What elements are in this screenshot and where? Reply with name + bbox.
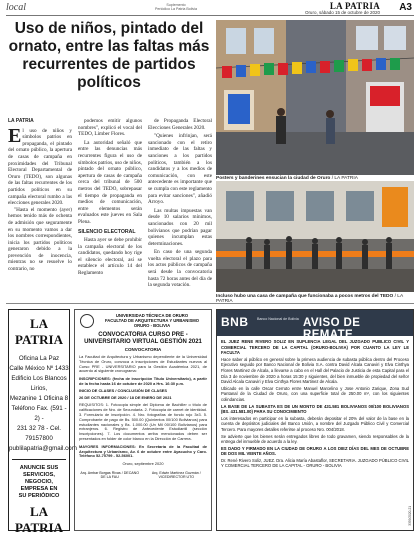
subheading: SILENCIO ELECTORAL	[78, 228, 136, 235]
paragraph: l uso de niños y símbolos patrios en propaganda, el pintado del ornato público, la apertura de casas de campaña en proximidades del Tribunal Electoral Departamental de Oruro (TEDO), son algunas de las faltas recurrentes de los partidos políticos en su campaña electoral rumbo a las elecciones generales 2020.	[8, 127, 72, 207]
university-sign-date: Oruro, septiembre 2020	[122, 461, 164, 467]
newspaper-brand: LA PATRIA	[329, 1, 380, 11]
ad-phone: 231 32 78 - Cel. 79157800	[16, 425, 62, 442]
university-signatures: Arq. Ambar Borgas Rivas / DECANO DE LA FAU Arq. Edwin Martínez Guzmán / VICEDIRECTOR UTO	[80, 470, 201, 480]
university-dates-values: 26 DE OCTUBRE DE 2020 / 18 DE ENERO DE 2021	[79, 394, 172, 400]
ad-building: Edificio Los Blancos Lirios,	[11, 375, 67, 392]
photo-campaign-house	[216, 181, 414, 292]
ad-floor: Mezanine 1 Oficina 8	[9, 395, 69, 402]
page-header	[6, 2, 414, 16]
article-column-3	[148, 118, 212, 298]
paragraph: Ubicado en la calle Oscar Cerruto entre Manuel Marcelino y Jose Antonio Zarique, Zona Sud Pantanal de la Ciudad de Oruro, con una superficie total de 250.00 m², con los siguientes colindancias.	[221, 385, 409, 402]
paragraph: Las multas impuestas van desde 10 salarios mínimos, sancionados con 20 mil bolivianos que podrían pagar quienes incumplan estas determinaciones.	[148, 207, 212, 247]
university-subtitle: CONVOCATORIA	[124, 347, 162, 352]
university-requirements: REQUISITOS: 1. Fotocopia simple del Diploma de Bachiller o título de calificaciones de Nro. de Secundaria. 2. Fotocopia de carnet de identidad. 3. Formulario de inscripción. 4. Nro. fotografías de fondo rojo 3x3. 5. Comprobante de pago de Bs. 500.00 (Quinientos 00/100 Bolivianos) para estudiantes nacionales y Bs. 1.000.00 (Un Mil 00/100 Bolivianos) para extranjeros. 6. Registro de Antecedente Estudiantil (sección Inscripciones). 7. Los documentos arriba mencionados deben ser presentados en folder de color blanco en la Dirección de Carrera.	[79, 402, 207, 441]
paragraph: ES DADO Y FIRMADO EN LA CIUDAD DE ORURO A LOS DIEZ DÍAS DEL MES DE OCTUBRE DE DOS MIL VEINTE AÑOS.	[221, 445, 409, 457]
university-title: CONVOCATORIA CURSO PRE - UNIVERSITARIO VIRTUAL GESTIÓN 2021	[84, 332, 202, 345]
university-header: UNIVERSIDAD TÉCNICA DE ORURO FACULTAD DE ARQUITECTURA Y URBANISMO ORURO - BOLIVIA	[104, 313, 200, 328]
article-column-1	[8, 118, 72, 298]
article-headline: Uso de niños, pintado del ornato, entre las faltas más recurrentes de partidos políticos	[8, 20, 210, 91]
university-dates: INICIO DE CLASES / CONCLUSIÓN DE CLASES	[79, 387, 167, 393]
paragraph: EL JUEZ RENE RIVERO SOLIZ EN SUPLENCIA LEGAL DEL JUZGADO PUBLICO CIVIL Y COMERCIAL TERCERO DE LA CAPITAL (ORURO-BOLIVIA) POR CUANTO LA LEY LE FACULTA	[221, 339, 409, 356]
ad-office: Oficina La Paz	[18, 355, 60, 362]
ad-address: Calle México Nº 1433	[9, 365, 69, 372]
paragraph: Hace saber al público en general sobre la primera audiencia de subasta pública dentro del Proceso Ejecutivo seguido por Banco Nacional de Bolivia S.A. contra David Alcala Canaviri y Elva Cinthya Flores Martinez de Alcala, a llevarse a cabo en el Hall del Palacio de Justicia de esta Capital para el Día 3 de noviembre de 2020 a horas 15:30 y siguientes, del bien inmueble de propiedad del señor David Alcala Canaviri y Elva Cinthya Flores Martinez de Alcala.	[221, 356, 409, 385]
photo-caption-1: Posters y banderines ensucian la ciudad de Oruro / LA PATRIA	[216, 176, 358, 181]
bnb-logo-subtitle: Banco Nacional de Bolivia	[257, 317, 299, 321]
university-seal-icon	[80, 314, 94, 328]
section-tag: local	[6, 2, 26, 13]
header-supplement: Suplemento Periódico La Patria Bolivia	[155, 3, 197, 12]
bnb-side-code: 3359/2020-21	[408, 506, 412, 526]
paragraph: LA BASE DE LA SUBASTA ES DE UN MONTO DE 431.581 BOLIVIANOS 00/100 BOLIVIANOS (BS. 431.581.00) PARA SU CONOCIMIENTO	[221, 403, 409, 415]
ad-bottom-logo: LA PATRIA	[15, 504, 63, 534]
article-column-2	[78, 118, 142, 298]
ad-divider	[12, 459, 66, 460]
paragraph: Los interesados en participar en la subasta, deberán depositar el 20% del valor de la base en la cuenta de depósitos judiciales del Banco Unión, a nombre del Juzgado Público Civil y Comercial Tercero. Para mayores detalles referirse al proceso Nro. 004/2018.	[221, 415, 409, 432]
drop-cap: E	[8, 124, 22, 147]
ad-phone-label: Teléfono Fax. (591 - 2) -	[11, 405, 67, 422]
paragraph: La autoridad señaló que entre las denuncias más recurrentes figura el uso de símbolos patrios, uso de niños, pintado del ornato público, apertura de casas de campaña cerca del tribunal de 500 metros del TEDO, sobrepasar el tiempo de propaganda en medios de comunicación, entre elementos serán evaluados este jueves en Sala Plena.	[78, 139, 142, 225]
paragraph: podemos emitir algunos nombres", explicó el vocal del TEDO, Limber Flores.	[78, 118, 142, 138]
header-date: Oruro, sábado 15 de octubre de 2020	[304, 10, 380, 15]
article-body	[8, 118, 212, 298]
ad-email: publilapatria@gmail.com	[9, 445, 77, 452]
page-number: A3	[399, 2, 412, 13]
section-divider	[6, 303, 414, 304]
paragraph: "Quienes infrinjan, será sancionado con el retiro inmediato de las faltas y sanciones a los partidos políticos, también a los candidatos y a los medios de comunicación, con este antecedente es importante que se cumpla con este reglamento para evitar sanciones", añadió Arroyo.	[148, 133, 212, 206]
bnb-auction-notice	[216, 309, 414, 531]
paragraph: Se advierte que los bienes serán entregados libres de todo gravamen, siendo responsables de la entrega del inmueble de acuerdo a la ley.	[221, 433, 409, 445]
photo-caption-2: Incluso hubo una casa de campaña que funcionaba a pocos metros del TEDO / LA PATRIA	[216, 294, 403, 304]
university-info: MAYORES INFORMACIONES: En Secretaría de la Facultad de Arquitectura y Urbanismo, Av. 6 de octubre entre Ayacucho y Caro. Teléfono 52-75799 - 52-56001.	[79, 443, 207, 459]
la-patria-contact-ad: LA PATRIA Oficina La Paz Calle México Nº 1433 Edificio Los Blancos Lirios, Mezanine 1 Oficina 8 Teléfono Fax. (591 - 2) - 231 32 78 - Cel. 79157800 publilapatria@gmail.com ANUNCIE SUS SERVICIOS, NEGOCIO, EMPRESA EN SU PERIÓDICO LA PATRIA	[8, 309, 70, 531]
university-intro: La Facultad de Arquitectura y Urbanismo dependiente de la Universidad Técnica de Oruro, convoca a inscripciones de Estudiantes nuevos al Curso PRE - UNIVERSITARIO para la Gestión Académica 2021, de acuerdo al siguiente cronograma:	[79, 354, 207, 374]
paragraph: Hasta ayer se debe prohibir la campaña electoral de los candidatos, quedando hoy rige el silencio electoral, así se establece el artículo 14 del Reglamento	[78, 237, 142, 277]
ad-logo: LA PATRIA	[15, 316, 63, 347]
bnb-banner	[217, 310, 413, 341]
article-byline: LA PATRIA	[8, 118, 34, 124]
paragraph: En caso de una segunda vuelta electoral el plazo para los actos públicos de campaña será desde la convocatoria hasta 72 horas antes del día de la segunda votación.	[148, 249, 212, 289]
paragraph: "Hasta el momento (ayer) hemos tenido más de ochenta de admisión que seguramente en su momento vamos a dar los nombres correspondientes, inicia los partidos políticos generaron debido a la prevención de inocencia, mientras no se resuelve lo contrario, no	[8, 206, 72, 273]
paragraph: Dr. René Rivero Soliz, JUEZ. Dra. Alicia María Abastaflor, SECRETARIA. JUZGADO PÚBLICO CIVIL Y COMERCIAL TERCERO DE LA CAPITAL - ORURO - BOLIVIA	[221, 457, 409, 469]
photo-posters-street	[216, 20, 414, 175]
university-inscriptions: INSCRIPCIONES: (fecha de inscripción Titulo Universitario), a partir de la fecha hasta 16 de octubre de 2020 a Hrs. 16:30 p.m.	[79, 376, 207, 386]
bnb-title: AVISO DE REMATE	[303, 317, 361, 341]
university-notice	[74, 309, 212, 531]
bnb-logo: BNB	[221, 315, 249, 329]
paragraph: de Propaganda Electoral Elecciones Generales 2020.	[148, 118, 212, 131]
bnb-body	[217, 336, 413, 473]
